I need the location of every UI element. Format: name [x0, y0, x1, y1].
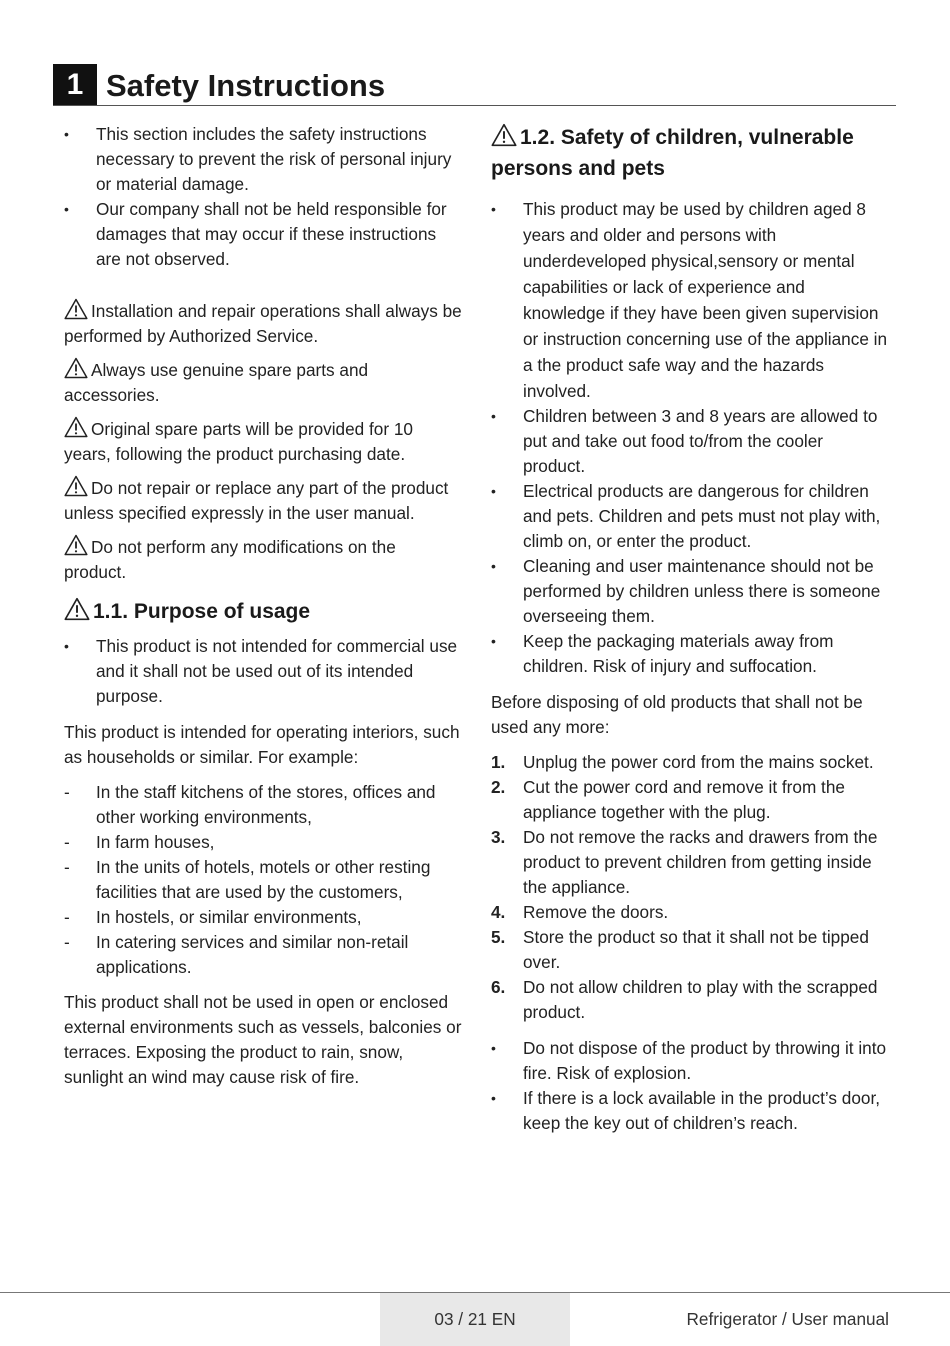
list-item — [491, 1086, 889, 1136]
list-item — [491, 629, 889, 679]
list-item-text: In hostels, or similar environments, — [96, 907, 362, 927]
list-item-text: Do not allow children to play with the scrapped product. — [523, 977, 878, 1022]
list-item-text: Do not dispose of the product by throwing it into fire. Risk of explosion. — [523, 1038, 887, 1083]
list-item-text: If there is a lock available in the product’s door, keep the key out of children’s reach. — [523, 1088, 881, 1133]
list-item — [491, 196, 889, 404]
manual-title: Refrigerator / User manual — [686, 1309, 889, 1329]
list-item — [64, 905, 462, 930]
warning-triangle-icon — [64, 416, 88, 438]
list-item — [64, 122, 462, 197]
step-number: 5. — [491, 927, 506, 947]
right-column — [491, 122, 889, 1136]
list-item — [491, 775, 889, 825]
list-item — [64, 197, 462, 272]
warning-paragraph — [64, 298, 462, 349]
chapter-title: Safety Instructions — [106, 68, 386, 103]
list-item-text: This section includes the safety instructions necessary to prevent the risk of personal injury or material damage. — [96, 124, 452, 194]
warning-triangle-icon — [64, 298, 88, 320]
list-item-text: Cut the power cord and remove it from the appliance together with the plug. — [523, 777, 845, 822]
warning-triangle-icon — [64, 534, 88, 556]
list-item — [64, 855, 462, 905]
step-number: 6. — [491, 977, 506, 997]
warning-text: Do not repair or replace any part of the product unless specified expressly in the user manual. — [64, 478, 449, 523]
purpose-bullet-list — [64, 634, 462, 709]
list-item-text: In catering services and similar non-retail applications. — [96, 932, 409, 977]
bullet-mark: • — [491, 483, 496, 499]
bullet-mark: • — [491, 201, 496, 217]
bullet-mark: • — [64, 638, 69, 654]
list-item — [491, 900, 889, 925]
final-bullet-list — [491, 1036, 889, 1136]
list-item-text: In the units of hotels, motels or other resting facilities that are used by the customers, — [96, 857, 431, 902]
list-item-text: Do not remove the racks and drawers from the product to prevent children from getting inside the appliance. — [523, 827, 878, 897]
list-item — [64, 930, 462, 980]
left-column — [64, 122, 462, 1090]
list-item-text: Cleaning and user maintenance should not be performed by children unless there is someone overseeing them. — [523, 556, 881, 626]
purpose-paragraph: This product is intended for operating interiors, such as households or similar. For example: — [64, 722, 460, 767]
warning-text: Original spare parts will be provided for 10 years, following the product purchasing date. — [64, 419, 413, 464]
section-heading-purpose — [64, 596, 462, 627]
warning-text: Do not perform any modifications on the product. — [64, 537, 396, 582]
warning-text: Always use genuine spare parts and accessories. — [64, 360, 369, 405]
example-list — [64, 780, 462, 980]
step-number: 1. — [491, 752, 506, 772]
list-item-text: Store the product so that it shall not be tipped over. — [523, 927, 869, 972]
warning-paragraph — [64, 475, 462, 526]
list-item — [491, 975, 889, 1025]
step-number: 4. — [491, 902, 506, 922]
bullet-mark: • — [491, 633, 496, 649]
dash-mark: - — [64, 832, 70, 852]
disposal-intro: Before disposing of old products that shall not be used any more: — [491, 692, 863, 737]
warning-paragraph — [64, 534, 462, 585]
section-heading-text: 1.2. Safety of children, vulnerable persons and pets — [491, 126, 854, 180]
list-item-text: Our company shall not be held responsible for damages that may occur if these instructions are not observed. — [96, 199, 447, 269]
section-heading-children — [491, 122, 889, 184]
closing-paragraph: This product shall not be used in open or enclosed external environments such as vessels, balconies or terraces. Exposing the product to rain, snow, sunlight an wind may cause risk of fire. — [64, 992, 462, 1087]
list-item-text: Unplug the power cord from the mains socket. — [523, 752, 874, 772]
bullet-mark: • — [64, 126, 69, 142]
warning-triangle-icon — [64, 357, 88, 379]
list-item — [491, 925, 889, 975]
list-item-text: This product may be used by children aged 8 years and older and persons with underdeveloped physical,sensory or mental capabilities or lack of experience and knowledge if they have been given supervision or instruction concerning use of the appliance in a the product safe way and the hazards involved. — [523, 199, 888, 401]
list-item-text: Electrical products are dangerous for children and pets. Children and pets must not play with, climb on, or enter the product. — [523, 481, 881, 551]
dash-mark: - — [64, 932, 70, 952]
dash-mark: - — [64, 857, 70, 877]
bullet-mark: • — [491, 1040, 496, 1056]
list-item — [491, 750, 889, 775]
bullet-mark: • — [491, 558, 496, 574]
bullet-mark: • — [491, 408, 496, 424]
list-item-text: This product is not intended for commercial use and it shall not be used out of its intended purpose. — [96, 636, 458, 706]
list-item — [491, 554, 889, 629]
chapter-number: 1 — [53, 64, 97, 105]
dash-mark: - — [64, 907, 70, 927]
list-item — [491, 1036, 889, 1086]
warning-triangle-icon — [64, 597, 90, 621]
list-item-text: Remove the doors. — [523, 902, 669, 922]
warning-paragraph — [64, 416, 462, 467]
disposal-steps-list — [491, 750, 889, 1025]
list-item-text: Keep the packaging materials away from children. Risk of injury and suffocation. — [523, 631, 834, 676]
list-item-text: Children between 3 and 8 years are allowed to put and take out food to/from the cooler product. — [523, 406, 878, 476]
list-item-text: In the staff kitchens of the stores, offices and other working environments, — [96, 782, 436, 827]
list-item — [64, 634, 462, 709]
bullet-mark: • — [491, 1090, 496, 1106]
list-item-text: In farm houses, — [96, 832, 215, 852]
list-item — [491, 479, 889, 554]
list-item — [64, 830, 462, 855]
list-item — [491, 825, 889, 900]
step-number: 2. — [491, 777, 506, 797]
warning-triangle-icon — [491, 123, 517, 147]
list-item — [491, 404, 889, 479]
warning-triangle-icon — [64, 475, 88, 497]
bullet-mark: • — [64, 201, 69, 217]
section-heading-text: 1.1. Purpose of usage — [93, 600, 311, 623]
page-number: 03 / 21 EN — [380, 1293, 570, 1346]
dash-mark: - — [64, 782, 70, 802]
chapter-header — [53, 64, 896, 106]
warning-paragraph — [64, 357, 462, 408]
warning-text: Installation and repair operations shall always be performed by Authorized Service. — [64, 301, 462, 346]
children-bullet-list — [491, 196, 889, 679]
intro-bullet-list — [64, 122, 462, 272]
step-number: 3. — [491, 827, 506, 847]
list-item — [64, 780, 462, 830]
